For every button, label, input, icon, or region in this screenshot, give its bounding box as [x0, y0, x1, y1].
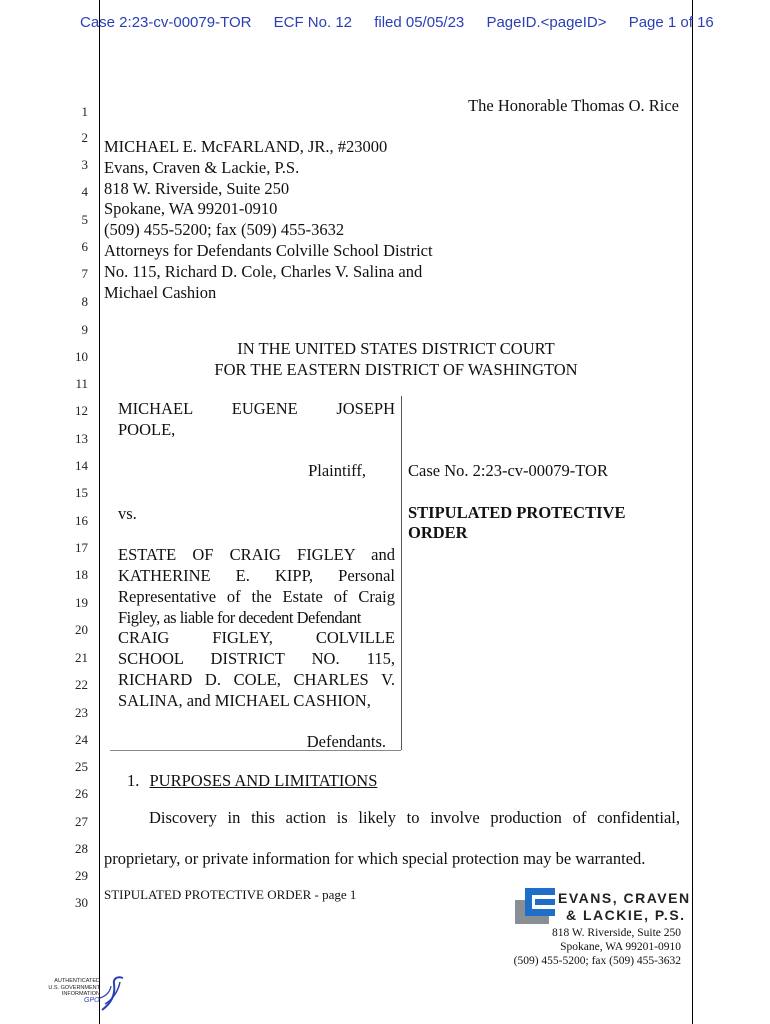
attorney-line: MICHAEL E. McFARLAND, JR., #23000: [104, 137, 388, 156]
line-number: 27: [75, 814, 88, 829]
plaintiff-role: Plaintiff,: [308, 461, 366, 480]
defendants-line: SALINA, and MICHAEL CASHION,: [118, 691, 371, 710]
gpo-eagle-icon: [96, 974, 126, 1014]
line-number: 19: [75, 595, 88, 610]
line-number: 3: [81, 157, 88, 172]
attorney-line: No. 115, Richard D. Cole, Charles V. Salina and: [104, 262, 423, 281]
line-number: 23: [75, 705, 88, 720]
line-number: 4: [81, 184, 88, 199]
attorney-line: Spokane, WA 99201-0910: [104, 199, 278, 218]
ecf-page-count: Page 1 of 16: [628, 14, 714, 31]
gpo-seal-text-line: U.S. GOVERNMENT: [48, 984, 100, 991]
line-number: 20: [75, 622, 88, 637]
paragraph-line1: Discovery in this action is likely to involve production of confidential,: [149, 808, 680, 827]
document-title-line1: STIPULATED PROTECTIVE: [408, 503, 626, 522]
firm-name-line1: EVANS, CRAVEN: [558, 890, 691, 906]
court-heading-line2: FOR THE EASTERN DISTRICT OF WASHINGTON: [214, 360, 578, 379]
defendants-line: RICHARD D. COLE, CHARLES V.: [118, 670, 395, 689]
paragraph-line2: proprietary, or private information for which special protection may be warranted.: [104, 849, 646, 868]
line-number: 1: [81, 104, 88, 119]
line-number: 29: [75, 868, 88, 883]
section-heading: [127, 771, 377, 791]
section-number: 1.: [127, 771, 140, 790]
line-number: 11: [75, 376, 88, 391]
footer-label: STIPULATED PROTECTIVE ORDER - page 1: [104, 887, 357, 902]
line-number: 24: [75, 732, 88, 747]
court-heading-line1: IN THE UNITED STATES DISTRICT COURT: [237, 339, 555, 358]
firm-address-line: (509) 455-5200; fax (509) 455-3632: [513, 955, 681, 967]
line-number: 18: [75, 567, 88, 582]
line-number: 10: [75, 349, 88, 364]
plaintiff-name-line2: POOLE,: [118, 420, 176, 439]
line-number: 12: [75, 403, 88, 418]
line-number: 28: [75, 841, 88, 856]
attorney-line: Michael Cashion: [104, 283, 217, 302]
line-number: 26: [75, 786, 88, 801]
right-margin-rule: [692, 0, 693, 1024]
line-number: 25: [75, 759, 88, 774]
section-title: PURPOSES AND LIMITATIONS: [149, 771, 378, 790]
line-number: 2: [81, 130, 88, 145]
defendants-role: Defendants.: [306, 732, 386, 751]
line-number: 6: [81, 239, 88, 254]
line-number: 8: [81, 294, 88, 309]
line-number: 21: [75, 650, 88, 665]
gpo-mark: GPO: [84, 997, 100, 1004]
left-margin-rule: [99, 0, 100, 1024]
line-number: 16: [75, 513, 88, 528]
plaintiff-name-word: MICHAEL: [118, 399, 194, 418]
line-number: 14: [75, 458, 88, 473]
defendants-line: SCHOOL DISTRICT NO. 115,: [118, 649, 395, 668]
line-number: 30: [75, 895, 88, 910]
plaintiff-name-word: JOSEPH: [336, 399, 395, 418]
line-number: 7: [81, 266, 88, 281]
firm-logo-icon: [515, 888, 555, 926]
defendants-line: Figley, as liable for decedent Defendant: [118, 608, 361, 627]
case-number: Case No. 2:23-cv-00079-TOR: [408, 461, 608, 480]
gpo-seal-text: [40, 978, 100, 998]
attorney-line: Attorneys for Defendants Colville School District: [104, 241, 433, 260]
plaintiff-name-word: EUGENE: [231, 399, 298, 418]
ecf-number: ECF No. 12: [273, 14, 353, 31]
line-number: 15: [75, 485, 88, 500]
attorney-line: Evans, Craven & Lackie, P.S.: [104, 158, 300, 177]
document-title-line2: ORDER: [408, 523, 468, 542]
versus: vs.: [118, 504, 137, 523]
defendants-line: KATHERINE E. KIPP, Personal: [118, 566, 395, 585]
attorney-line: (509) 455-5200; fax (509) 455-3632: [104, 220, 345, 239]
caption-divider: [401, 396, 402, 750]
firm-name-line2: & LACKIE, P.S.: [566, 907, 686, 923]
line-number: 13: [75, 431, 88, 446]
defendants-line: CRAIG FIGLEY, COLVILLE: [118, 628, 395, 647]
ecf-filed-date: filed 05/05/23: [374, 14, 465, 31]
line-number: 9: [81, 322, 88, 337]
defendants-line: ESTATE OF CRAIG FIGLEY and: [118, 545, 395, 564]
ecf-header: [80, 14, 714, 31]
judge-name: The Honorable Thomas O. Rice: [468, 96, 679, 115]
plaintiff-name-line1: [118, 398, 395, 419]
gpo-seal-text-line: AUTHENTICATED: [54, 978, 100, 984]
ecf-page-id: PageID.<pageID>: [486, 14, 607, 31]
line-number: 17: [75, 540, 88, 555]
firm-address-line: Spokane, WA 99201-0910: [560, 941, 681, 953]
ecf-case-number: Case 2:23-cv-00079-TOR: [80, 14, 252, 31]
defendants-line: Representative of the Estate of Craig: [118, 587, 395, 606]
gpo-seal-text-line: INFORMATION: [61, 991, 100, 997]
firm-address-line: 818 W. Riverside, Suite 250: [551, 927, 681, 939]
line-number: 22: [75, 677, 88, 692]
attorney-line: 818 W. Riverside, Suite 250: [104, 179, 290, 198]
line-number: 5: [81, 212, 88, 227]
